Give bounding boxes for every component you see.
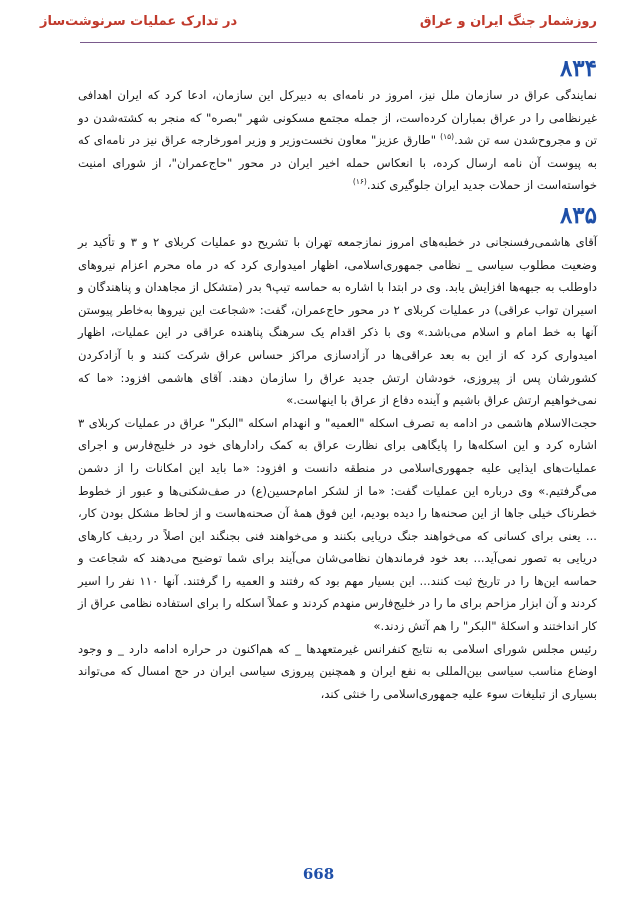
book-title: روزشمار جنگ ایران و عراق — [419, 14, 597, 29]
paragraph-text: "طارق عزیز" معاون نخست‌وزیر و وزیر امورخارجه عراق نیز در نامه‌ای که به پیوست آن نامه ارسال کرده، با انعکاس حمله اخیر ایران در محور "حاج‌عمران"، از شورای امنیت خواسته‌است از حملات جدید ایران جلوگیری کند. — [78, 133, 597, 193]
entry-paragraph: آقای هاشمی‌رفسنجانی در خطبه‌های امروز نمازجمعه تهران با تشریح دو عملیات کربلای ۲ و ۳ و تأکید بر وضعیت مطلوب سیاسی _ نظامی جمهوری‌اسلامی، اظهار امیدواری کرد که در ماه محرم اعزام نیروهای داوطلب به جبهه‌ها افزایش یابد. وی در ابتدا با اشاره به حماسه تیپ۹ بدر (متشکل از مجاهدان و پناهندگان و اسیران تواب عراقی) در عملیات کربلای ۲ در محور حاج‌عمران، گفت: «شجاعت این نیروها به‌خاطر پیوستن آنها به خط امام و اسلام می‌باشد.» وی با ذکر اقدام یک سرهنگ پناهنده عراقی در این عملیات، اظهار امیدواری کرد که از این به بعد عراقی‌ها در آزادسازی مراکز حساس عراق شرکت کنند و با آزادکردن کشورشان پس از پیروزی، خودشان ارتش جدید عراق را سازمان دهند. آقای هاشمی افزود: «ما که نمی‌خواهیم ارتش عراق باشیم و آینده دفاع از عراق با اینهاست.» — [78, 234, 597, 408]
paragraph-text: نمایندگی عراق در سازمان ملل نیز، امروز در نامه‌ای به دبیرکل این سازمان، ادعا کرد که ایران اهدافی غیرنظامی را در عراق بمباران کرده‌است، از جمله مجتمع مسکونی شهر "بصره" که منجر به کشته‌شدن دو تن و مجروح‌شدن سه تن شد. — [78, 88, 597, 148]
entry-paragraph: رئیس مجلس شورای اسلامی به نتایج کنفرانس غیرمتعهدها _ که هم‌اکنون در حراره ادامه دارد _ و وجود اوضاع مناسب سیاسی بین‌المللی به نفع ایران و همچنین پیروزی سیاسی ایران در حج امسال که می‌تواند بسیاری از تبلیغات سوء علیه جمهوری‌اسلامی را خنثی کند، — [78, 641, 597, 701]
entry-number: ۸۳۵ — [559, 201, 597, 229]
entry-paragraph: حجت‌الاسلام هاشمی در ادامه به تصرف اسکله "العمیه" و انهدام اسکله "البکر" عراق در عملیات کربلای ۳ اشاره کرد و این اسکله‌ها را پایگاهی برای نظارت عراق به کمک رادارهای خود در خلیج‌فارس و اجرای عملیات‌های ایذایی علیه جمهوری‌اسلامی در منطقه دانست و افزود: «ما باید این امکانات را از دشمن می‌گرفتیم.» وی درباره این عملیات گفت: «ما از لشکر امام‌حسین(ع) در صف‌شکنی‌ها و عبور از خطوط خطرناک خیلی جاها از این صحنه‌ها را دیده بودیم، این فوق همهٔ آن صحنه‌هاست و از لحاظ مشکل بودن کار، ... یعنی برای کسانی که می‌خواهند جنگ دریایی بکنند و می‌خواهند فنی بجنگند این اصلاً در ردیف کارهای دریایی به تصور نمی‌آید... بعد خود فرماندهان نظامی‌شان می‌آیند برای شما توضیح می‌دهند که شجاعت و حماسه این‌ها را در تاریخ ثبت کنند... این بسیار مهم بود که رفتند و العمیه را گرفتند. آنها ۱۱۰ نفر را اسیر کردند و آن ابزار مزاحم برای ما را در خلیج‌فارس منهدم کردند و عملاً اسکله را برای استفاده نظامی عراق از کار انداختند و اسکلهٔ "البکر" را هم آتش زدند.» — [78, 415, 597, 634]
entry-834 — [78, 54, 597, 197]
footnote-marker: (۱۵) — [440, 132, 455, 142]
page-number: 668 — [302, 865, 335, 883]
footnote-marker: (۱۶) — [352, 177, 367, 187]
entry-835 — [78, 201, 597, 705]
page-body — [78, 50, 597, 705]
header-rule — [80, 42, 597, 43]
volume-title: در تدارک عملیات سرنوشت‌ساز — [40, 14, 238, 29]
page-header — [40, 14, 597, 36]
entry-number: ۸۳۴ — [559, 55, 597, 82]
entry-paragraph — [78, 84, 597, 197]
